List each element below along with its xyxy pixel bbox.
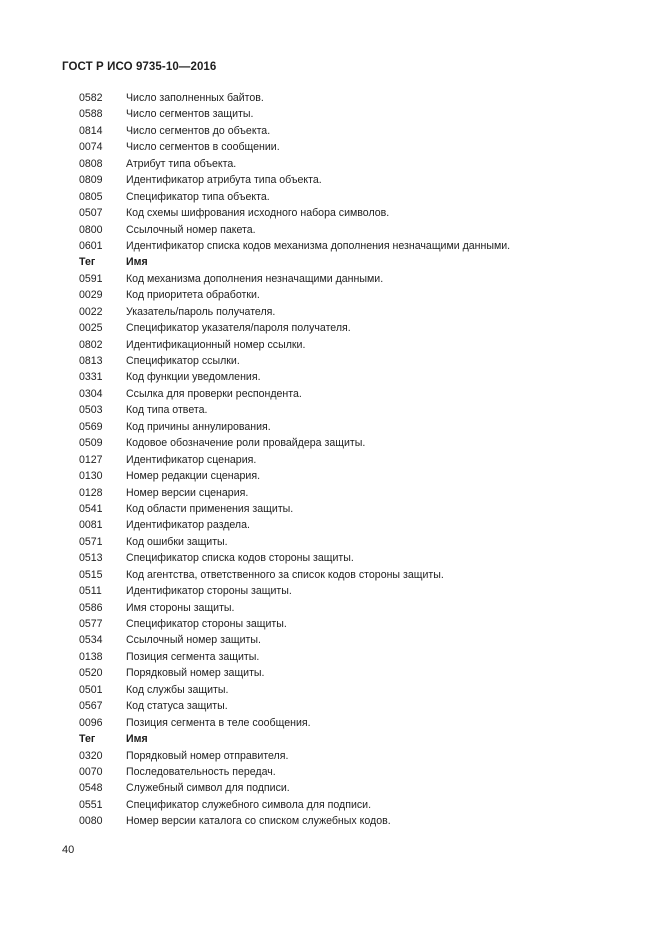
list-item xyxy=(79,172,639,188)
tag-code: 0541 xyxy=(79,502,103,515)
list-item xyxy=(79,485,639,501)
tag-description: Номер версии сценария. xyxy=(126,486,249,499)
tag-code: 0577 xyxy=(79,618,103,630)
list-item xyxy=(79,534,639,550)
list-item xyxy=(79,271,639,287)
tag-description: Число сегментов защиты. xyxy=(126,108,254,121)
tag-description: Ссылочный номер пакета. xyxy=(126,223,256,236)
tag-code: 0551 xyxy=(79,798,103,811)
tag-code: 0809 xyxy=(79,174,103,187)
tag-description: Код статуса защиты. xyxy=(126,700,228,713)
tag-code: 0534 xyxy=(79,634,103,647)
list-item xyxy=(79,205,639,221)
list-item xyxy=(79,222,639,238)
tag-description: Идентификатор стороны защиты. xyxy=(126,585,292,598)
tag-code: 0029 xyxy=(79,289,103,302)
tag-description: Идентификатор атрибута типа объекта. xyxy=(126,174,322,187)
tag-description: Код ошибки защиты. xyxy=(126,535,228,548)
tag-description: Указатель/пароль получателя. xyxy=(126,305,276,318)
list-item xyxy=(79,665,639,681)
list-item xyxy=(79,238,639,254)
tag-description: Идентификационный номер ссылки. xyxy=(126,338,306,351)
list-item xyxy=(79,468,639,484)
tag-code: 0128 xyxy=(79,486,103,499)
tag-code: 0813 xyxy=(79,355,103,367)
tag-code: 0096 xyxy=(79,716,103,729)
tag-description: Код службы защиты. xyxy=(126,683,229,696)
tag-code: 0025 xyxy=(79,322,103,335)
list-item xyxy=(79,813,639,829)
tag-code: 0304 xyxy=(79,387,103,400)
tag-code: 0588 xyxy=(79,108,103,121)
tag-description: Код функции уведомления. xyxy=(126,371,261,384)
list-item xyxy=(79,156,639,172)
list-item xyxy=(79,369,639,385)
tag-description: Спецификатор ссылки. xyxy=(126,355,240,367)
tag-code: 0501 xyxy=(79,683,103,696)
list-item xyxy=(79,123,639,139)
tag-code: 0808 xyxy=(79,157,103,170)
tag-list xyxy=(79,90,639,830)
tag-code: 0520 xyxy=(79,667,103,680)
tag-description: Код причины аннулирования. xyxy=(126,420,271,433)
list-item xyxy=(79,764,639,780)
tag-code: 0509 xyxy=(79,437,103,450)
list-item xyxy=(79,583,639,599)
document-header: ГОСТ Р ИСО 9735-10—2016 xyxy=(62,61,217,73)
tag-code: 0074 xyxy=(79,141,103,154)
list-item xyxy=(79,304,639,320)
tag-description: Идентификатор списка кодов механизма дополнения незначащими данными. xyxy=(126,239,511,252)
tag-description: Номер редакции сценария. xyxy=(126,470,261,483)
tag-description: Число сегментов до объекта. xyxy=(126,124,271,137)
tag-code: 0567 xyxy=(79,700,103,713)
list-item xyxy=(79,139,639,155)
tag-code: 0503 xyxy=(79,404,103,417)
tag-description: Код типа ответа. xyxy=(126,404,208,417)
tag-description: Число заполненных байтов. xyxy=(126,92,264,104)
tag-description: Служебный символ для подписи. xyxy=(126,782,290,795)
tag-description: Порядковый номер защиты. xyxy=(126,667,265,680)
tag-code: 0515 xyxy=(79,568,103,581)
list-item xyxy=(79,567,639,583)
tag-description: Имя стороны защиты. xyxy=(126,601,235,614)
list-item xyxy=(79,632,639,648)
tag-description: Номер версии каталога со списком служебных кодов. xyxy=(126,815,391,828)
column-header-row xyxy=(79,254,639,270)
tag-code: 0805 xyxy=(79,190,103,203)
tag-description: Ссылка для проверки респондента. xyxy=(126,387,302,400)
tag-code: 0582 xyxy=(79,92,103,104)
list-item xyxy=(79,797,639,813)
tag-code: 0569 xyxy=(79,420,103,433)
list-item xyxy=(79,715,639,731)
tag-description: Спецификатор списка кодов стороны защиты. xyxy=(126,552,354,565)
list-item xyxy=(79,419,639,435)
list-item xyxy=(79,90,639,106)
tag-description: Последовательность передач. xyxy=(126,765,276,778)
tag-description: Код приоритета обработки. xyxy=(126,289,260,302)
tag-description: Позиция сегмента защиты. xyxy=(126,650,260,663)
list-item xyxy=(79,452,639,468)
tag-code: 0511 xyxy=(79,585,102,598)
column-header-tag: Тег xyxy=(79,733,96,746)
list-item xyxy=(79,402,639,418)
tag-description: Порядковый номер отправителя. xyxy=(126,749,289,762)
column-header-name: Имя xyxy=(126,733,148,746)
list-item xyxy=(79,353,639,369)
list-item xyxy=(79,501,639,517)
tag-description: Идентификатор раздела. xyxy=(126,519,250,532)
tag-code: 0601 xyxy=(79,239,103,252)
tag-code: 0081 xyxy=(79,519,103,532)
tag-code: 0080 xyxy=(79,815,103,828)
list-item xyxy=(79,682,639,698)
list-item xyxy=(79,517,639,533)
tag-code: 0591 xyxy=(79,272,103,285)
list-item xyxy=(79,649,639,665)
list-item xyxy=(79,748,639,764)
tag-code: 0586 xyxy=(79,601,103,614)
list-item xyxy=(79,600,639,616)
tag-description: Кодовое обозначение роли провайдера защиты. xyxy=(126,437,366,450)
column-header-row xyxy=(79,731,639,747)
tag-description: Атрибут типа объекта. xyxy=(126,157,237,170)
tag-description: Код механизма дополнения незначащими данными. xyxy=(126,272,384,285)
list-item xyxy=(79,386,639,402)
tag-code: 0507 xyxy=(79,207,103,220)
list-item xyxy=(79,780,639,796)
list-item xyxy=(79,435,639,451)
list-item xyxy=(79,287,639,303)
column-header-name: Имя xyxy=(126,256,148,269)
tag-description: Спецификатор стороны защиты. xyxy=(126,618,287,630)
list-item xyxy=(79,189,639,205)
tag-code: 0127 xyxy=(79,453,103,466)
tag-code: 0320 xyxy=(79,749,103,762)
tag-description: Код схемы шифрования исходного набора символов. xyxy=(126,207,390,220)
list-item xyxy=(79,698,639,714)
list-item xyxy=(79,550,639,566)
tag-description: Ссылочный номер защиты. xyxy=(126,634,261,647)
tag-code: 0070 xyxy=(79,765,103,778)
tag-code: 0802 xyxy=(79,338,103,351)
tag-description: Идентификатор сценария. xyxy=(126,453,257,466)
tag-code: 0022 xyxy=(79,305,103,318)
tag-code: 0814 xyxy=(79,124,103,137)
list-item xyxy=(79,106,639,122)
tag-description: Код области применения защиты. xyxy=(126,502,294,515)
tag-code: 0800 xyxy=(79,223,103,236)
tag-code: 0331 xyxy=(79,371,103,384)
tag-code: 0130 xyxy=(79,470,103,483)
tag-code: 0548 xyxy=(79,782,103,795)
tag-code: 0138 xyxy=(79,650,103,663)
list-item xyxy=(79,320,639,336)
tag-code: 0513 xyxy=(79,552,103,565)
tag-description: Спецификатор типа объекта. xyxy=(126,190,270,203)
column-header-tag: Тег xyxy=(79,256,96,269)
tag-description: Код агентства, ответственного за список кодов стороны защиты. xyxy=(126,568,444,581)
tag-description: Спецификатор указателя/пароля получателя. xyxy=(126,322,351,335)
list-item xyxy=(79,616,639,632)
tag-description: Спецификатор служебного символа для подписи. xyxy=(126,798,372,811)
page-number: 40 xyxy=(62,844,75,856)
list-item xyxy=(79,337,639,353)
tag-description: Позиция сегмента в теле сообщения. xyxy=(126,716,311,729)
tag-description: Число сегментов в сообщении. xyxy=(126,141,280,154)
tag-code: 0571 xyxy=(79,535,103,548)
